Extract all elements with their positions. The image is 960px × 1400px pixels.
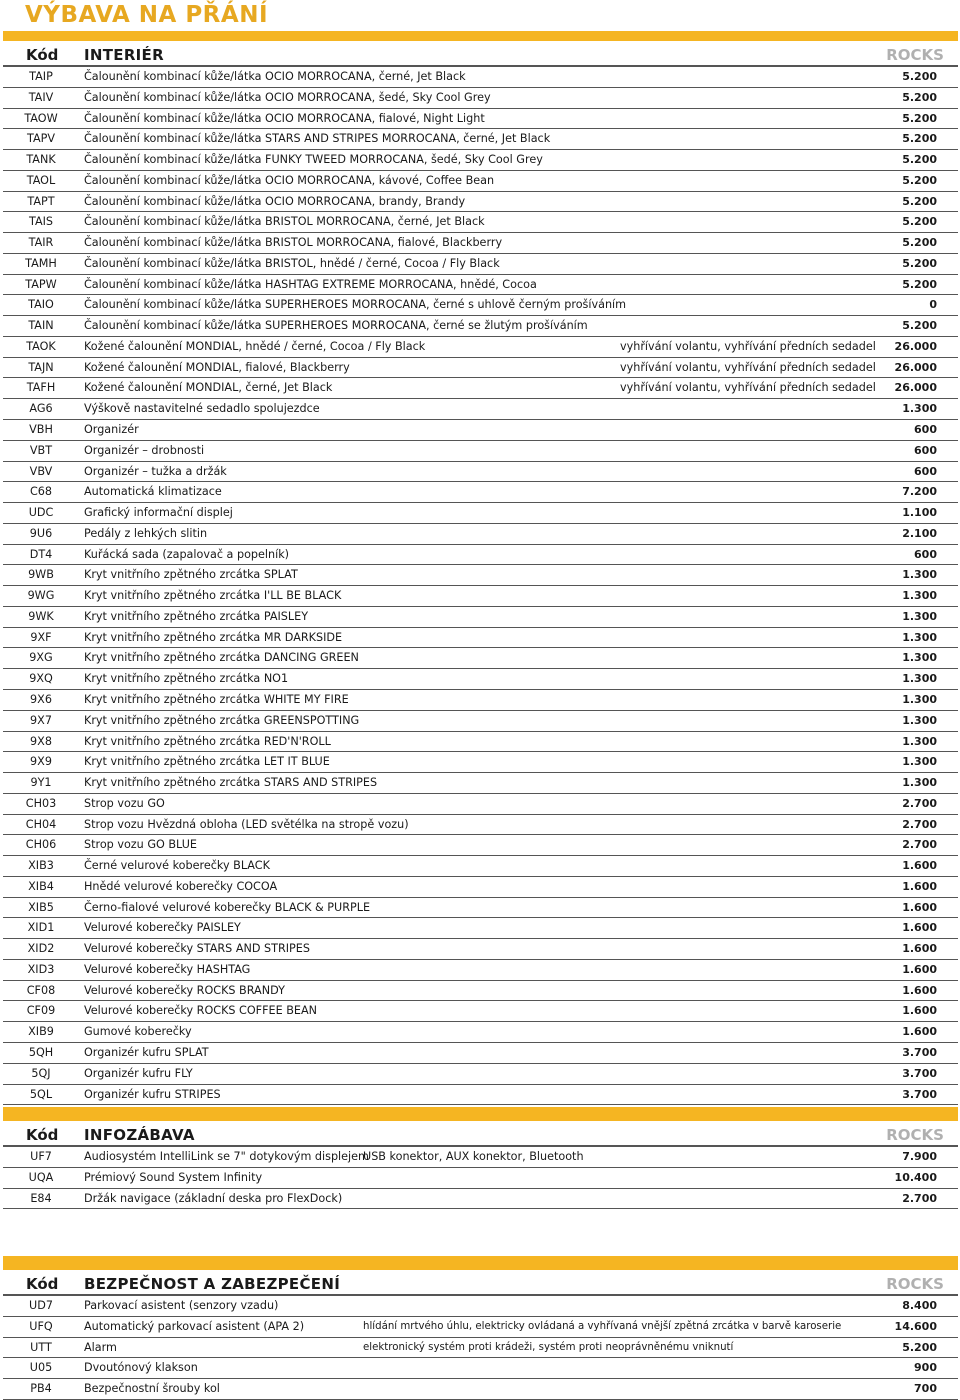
table-row xyxy=(3,420,958,441)
option-description: Kryt vnitřního zpětného zrcátka RED'N'ROLL xyxy=(84,734,331,748)
option-description: Čalounění kombinací kůže/látka BRISTOL MORROCANA, fialové, Blackberry xyxy=(84,236,503,250)
table-row xyxy=(3,607,958,628)
table-row xyxy=(3,503,958,524)
section-title: BEZPEČNOST A ZABEZPEČENÍ xyxy=(84,1275,341,1293)
option-description: Kryt vnitřního zpětného zrcátka WHITE MY FIRE xyxy=(84,692,349,706)
option-description: Dvoutónový klakson xyxy=(84,1361,198,1375)
option-description: Kryt vnitřního zpětného zrcátka I'LL BE BLACK xyxy=(84,589,342,603)
option-code: 9WK xyxy=(28,609,54,623)
code-column-header: Kód xyxy=(26,1275,59,1293)
option-code: PB4 xyxy=(30,1382,52,1396)
table-row xyxy=(3,1064,958,1085)
table-row xyxy=(3,1147,958,1168)
option-price: 1.600 xyxy=(902,1004,937,1018)
table-row xyxy=(3,586,958,607)
option-code: CH06 xyxy=(25,838,57,852)
option-code: XIB4 xyxy=(28,879,54,893)
table-row xyxy=(3,648,958,669)
option-description: Velurové koberečky PAISLEY xyxy=(84,921,241,935)
option-code: UDC xyxy=(28,506,54,520)
table-row xyxy=(3,233,958,254)
section-header xyxy=(3,41,958,67)
option-description: Gumové koberečky xyxy=(84,1025,192,1039)
table-row xyxy=(3,1358,958,1379)
option-description: Automatická klimatizace xyxy=(84,485,222,499)
option-price: 8.400 xyxy=(902,1299,937,1312)
option-note: vyhřívání volantu, vyhřívání předních sedadel xyxy=(620,360,876,374)
table-row xyxy=(3,358,958,379)
table-row xyxy=(3,1379,958,1400)
option-price: 5.200 xyxy=(902,70,937,83)
option-price: 2.100 xyxy=(902,526,937,540)
option-code: TAPT xyxy=(27,194,55,208)
table-row xyxy=(3,981,958,1002)
option-price: 7.200 xyxy=(902,485,937,499)
option-price: 900 xyxy=(914,1361,937,1375)
table-row xyxy=(3,815,958,836)
option-note: vyhřívání volantu, vyhřívání předních sedadel xyxy=(620,381,876,395)
table-row xyxy=(3,856,958,877)
option-price: 1.100 xyxy=(902,506,937,520)
option-price: 5.200 xyxy=(902,132,937,146)
option-price: 600 xyxy=(914,423,937,437)
option-code: XIB3 xyxy=(28,859,54,873)
option-code: XIB5 xyxy=(28,900,54,914)
option-code: UQA xyxy=(28,1170,54,1184)
table-row xyxy=(3,275,958,296)
option-price: 1.300 xyxy=(902,651,937,665)
option-price: 1.600 xyxy=(902,859,937,873)
option-code: 9XF xyxy=(30,630,52,644)
option-code: 9WB xyxy=(28,568,54,582)
table-row xyxy=(3,835,958,856)
price-column-header: ROCKS xyxy=(886,1126,944,1144)
table-row xyxy=(3,773,958,794)
option-code: CF09 xyxy=(26,1004,56,1018)
option-price: 26.000 xyxy=(894,360,937,374)
table-row xyxy=(3,192,958,213)
option-price: 1.300 xyxy=(902,713,937,727)
option-description: Kožené čalounění MONDIAL, černé, Jet Black xyxy=(84,381,333,395)
table-row xyxy=(3,877,958,898)
option-note: elektronický systém proti krádeži, systém proti neoprávněnému vniknutí xyxy=(363,1341,734,1353)
table-row xyxy=(3,462,958,483)
option-price: 5.200 xyxy=(902,256,937,270)
option-code: 9Y1 xyxy=(30,776,52,790)
page-title: VÝBAVA NA PŘÁNÍ xyxy=(25,2,269,28)
option-code: AG6 xyxy=(29,402,53,416)
option-description: Bezpečnostní šrouby kol xyxy=(84,1382,220,1396)
code-column-header: Kód xyxy=(26,1126,59,1144)
option-description: Čalounění kombinací kůže/látka STARS AND STRIPES MORROCANA, černé, Jet Black xyxy=(84,132,551,146)
option-description: Strop vozu GO xyxy=(84,796,165,810)
option-price: 2.700 xyxy=(902,796,937,810)
option-description: Držák navigace (základní deska pro FlexDock) xyxy=(84,1191,343,1205)
table-row xyxy=(3,88,958,109)
option-code: 9XQ xyxy=(29,672,53,686)
option-description: Černo-fialové velurové koberečky BLACK & PURPLE xyxy=(84,900,371,914)
option-price: 5.200 xyxy=(902,90,937,104)
option-description: Hnědé velurové koberečky COCOA xyxy=(84,879,278,893)
option-code: 9XG xyxy=(29,651,53,665)
option-description: Kryt vnitřního zpětného zrcátka GREENSPOTTING xyxy=(84,713,360,727)
option-note: vyhřívání volantu, vyhřívání předních sedadel xyxy=(620,339,876,353)
option-description: Organizér – drobnosti xyxy=(84,443,205,457)
option-price: 3.700 xyxy=(902,1087,937,1101)
option-code: TAMH xyxy=(25,256,57,270)
option-description: Kryt vnitřního zpětného zrcátka STARS AND STRIPES xyxy=(84,776,378,790)
table-row xyxy=(3,1001,958,1022)
option-description: Organizér xyxy=(84,423,139,437)
option-price: 5.200 xyxy=(902,319,937,333)
option-price: 2.700 xyxy=(902,838,937,852)
section-bar xyxy=(3,31,958,41)
option-description: Strop vozu Hvězdná obloha (LED světélka na stropě vozu) xyxy=(84,817,409,831)
option-code: 9X9 xyxy=(30,755,52,769)
option-price: 5.200 xyxy=(902,111,937,125)
option-description: Čalounění kombinací kůže/látka SUPERHEROES MORROCANA, černé s uhlově černým prošíváním xyxy=(84,298,627,312)
option-price: 26.000 xyxy=(894,339,937,353)
table-row xyxy=(3,732,958,753)
option-description: Kožené čalounění MONDIAL, fialové, Blackberry xyxy=(84,360,350,374)
option-description: Čalounění kombinací kůže/látka BRISTOL MORROCANA, černé, Jet Black xyxy=(84,215,485,229)
option-code: 9WG xyxy=(27,589,55,603)
table-row xyxy=(3,669,958,690)
option-price: 1.300 xyxy=(902,589,937,603)
option-price: 10.400 xyxy=(894,1170,937,1184)
price-column-header: ROCKS xyxy=(886,46,944,64)
section-infotainment xyxy=(3,1107,958,1209)
option-code: UTT xyxy=(30,1340,52,1354)
option-price: 1.600 xyxy=(902,983,937,997)
option-description: Výškově nastavitelné sedadlo spolujezdce xyxy=(84,402,320,416)
table-row xyxy=(3,316,958,337)
option-description: Automatický parkovací asistent (APA 2) xyxy=(84,1319,305,1333)
option-price: 1.300 xyxy=(902,734,937,748)
option-price: 1.300 xyxy=(902,609,937,623)
option-description: Organizér kufru SPLAT xyxy=(84,1045,209,1059)
table-row xyxy=(3,628,958,649)
table-row xyxy=(3,524,958,545)
section-bar xyxy=(3,1256,958,1270)
option-description: Parkovací asistent (senzory vzadu) xyxy=(84,1299,279,1312)
table-row xyxy=(3,1189,958,1210)
option-code: U05 xyxy=(29,1361,53,1375)
section-header xyxy=(3,1270,958,1296)
option-code: TAIS xyxy=(28,215,54,229)
table-row xyxy=(3,441,958,462)
option-price: 2.700 xyxy=(902,817,937,831)
option-description: Čalounění kombinací kůže/látka OCIO MORROCANA, černé, Jet Black xyxy=(84,70,466,83)
option-description: Organizér kufru STRIPES xyxy=(84,1087,221,1101)
table-row xyxy=(3,150,958,171)
option-description: Čalounění kombinací kůže/látka FUNKY TWEED MORROCANA, šedé, Sky Cool Grey xyxy=(84,153,543,167)
table-row xyxy=(3,1043,958,1064)
option-price: 5.200 xyxy=(902,153,937,167)
option-code: TAIO xyxy=(28,298,54,312)
table-row xyxy=(3,1085,958,1106)
option-price: 1.600 xyxy=(902,900,937,914)
option-price: 1.300 xyxy=(902,692,937,706)
section-bar xyxy=(3,1107,958,1121)
option-code: C68 xyxy=(29,485,53,499)
option-description: Čalounění kombinací kůže/látka OCIO MORROCANA, šedé, Sky Cool Grey xyxy=(84,90,491,104)
option-code: VBT xyxy=(29,443,53,457)
option-code: CF08 xyxy=(26,983,56,997)
option-price: 1.300 xyxy=(902,755,937,769)
option-code: XID2 xyxy=(27,942,55,956)
option-code: XID1 xyxy=(27,921,55,935)
option-description: Čalounění kombinací kůže/látka SUPERHEROES MORROCANA, černé se žlutým prošíváním xyxy=(84,319,588,333)
table-row xyxy=(3,752,958,773)
table-row xyxy=(3,898,958,919)
option-description: Kryt vnitřního zpětného zrcátka MR DARKSIDE xyxy=(84,630,343,644)
price-column-header: ROCKS xyxy=(886,1275,944,1293)
option-price: 1.600 xyxy=(902,962,937,976)
option-code: E84 xyxy=(30,1191,52,1205)
option-price: 1.300 xyxy=(902,672,937,686)
option-code: 9X6 xyxy=(30,692,52,706)
option-price: 600 xyxy=(914,547,937,561)
option-description: Organizér – tužka a držák xyxy=(84,464,227,478)
option-price: 600 xyxy=(914,464,937,478)
option-price: 1.600 xyxy=(902,879,937,893)
option-code: 9X8 xyxy=(30,734,52,748)
table-row xyxy=(3,254,958,275)
option-description: Čalounění kombinací kůže/látka BRISTOL, hnědé / černé, Cocoa / Fly Black xyxy=(84,256,500,270)
option-price: 700 xyxy=(914,1382,937,1396)
table-row xyxy=(3,1317,958,1338)
option-code: UFQ xyxy=(29,1319,53,1333)
option-code: TAIN xyxy=(28,319,54,333)
table-row xyxy=(3,1168,958,1189)
option-description: Kryt vnitřního zpětného zrcátka PAISLEY xyxy=(84,609,309,623)
option-price: 1.600 xyxy=(902,942,937,956)
option-code: XIB9 xyxy=(28,1025,54,1039)
option-note: USB konektor, AUX konektor, Bluetooth xyxy=(363,1150,584,1163)
table-row xyxy=(3,918,958,939)
option-price: 1.300 xyxy=(902,402,937,416)
table-row xyxy=(3,212,958,233)
option-price: 5.200 xyxy=(902,277,937,291)
option-description: Velurové koberečky ROCKS BRANDY xyxy=(84,983,285,997)
option-price: 1.600 xyxy=(902,921,937,935)
option-description: Čalounění kombinací kůže/látka OCIO MORROCANA, brandy, Brandy xyxy=(84,194,466,208)
option-code: VBV xyxy=(29,464,53,478)
option-price: 5.200 xyxy=(902,1340,937,1354)
option-description: Velurové koberečky STARS AND STRIPES xyxy=(84,942,310,956)
option-price: 14.600 xyxy=(894,1319,937,1333)
option-price: 5.200 xyxy=(902,215,937,229)
option-price: 1.300 xyxy=(902,568,937,582)
option-description: Kryt vnitřního zpětného zrcátka LET IT BLUE xyxy=(84,755,330,769)
option-code: 5QJ xyxy=(31,1066,51,1080)
table-row xyxy=(3,794,958,815)
option-note: hlídání mrtvého úhlu, elektricky ovládaná a vyhřívaná vnější zpětná zrcátka v barvě karoserie xyxy=(363,1320,842,1332)
option-description: Organizér kufru FLY xyxy=(84,1066,193,1080)
option-price: 5.200 xyxy=(902,173,937,187)
section-safety xyxy=(3,1256,958,1400)
section-title: INFOZÁBAVA xyxy=(84,1126,195,1144)
option-description: Čalounění kombinací kůže/látka HASHTAG EXTREME MORROCANA, hnědé, Cocoa xyxy=(84,277,537,291)
option-code: TAIV xyxy=(28,90,54,104)
table-row xyxy=(3,295,958,316)
table-row xyxy=(3,939,958,960)
option-description: Kryt vnitřního zpětného zrcátka DANCING GREEN xyxy=(84,651,359,665)
table-row xyxy=(3,690,958,711)
option-price: 1.300 xyxy=(902,630,937,644)
table-body xyxy=(3,67,958,1105)
option-code: TANK xyxy=(26,153,56,167)
option-code: TAOK xyxy=(26,339,56,353)
option-code: 5QL xyxy=(29,1087,53,1101)
section-interior xyxy=(3,31,958,1105)
option-price: 5.200 xyxy=(902,236,937,250)
option-code: CH04 xyxy=(25,817,57,831)
option-price: 0 xyxy=(929,298,937,312)
table-row xyxy=(3,109,958,130)
option-description: Audiosystém IntelliLink se 7" dotykovým displejem xyxy=(84,1150,369,1163)
table-body xyxy=(3,1147,958,1209)
option-description: Prémiový Sound System Infinity xyxy=(84,1170,263,1184)
option-price: 3.700 xyxy=(902,1066,937,1080)
option-price: 1.300 xyxy=(902,776,937,790)
code-column-header: Kód xyxy=(26,46,59,64)
option-code: TAIP xyxy=(29,70,53,83)
table-row xyxy=(3,1022,958,1043)
option-description: Černé velurové koberečky BLACK xyxy=(84,859,270,873)
option-description: Kryt vnitřního zpětného zrcátka NO1 xyxy=(84,672,289,686)
option-price: 3.700 xyxy=(902,1045,937,1059)
option-price: 600 xyxy=(914,443,937,457)
option-code: XID3 xyxy=(27,962,55,976)
table-row xyxy=(3,1338,958,1359)
option-description: Strop vozu GO BLUE xyxy=(84,838,197,852)
option-price: 5.200 xyxy=(902,194,937,208)
option-code: TAOL xyxy=(26,173,56,187)
table-row xyxy=(3,482,958,503)
option-description: Velurové koberečky ROCKS COFFEE BEAN xyxy=(84,1004,318,1018)
table-body xyxy=(3,1296,958,1400)
option-code: TAPW xyxy=(25,277,57,291)
option-code: TAIR xyxy=(28,236,54,250)
option-description: Alarm xyxy=(84,1340,117,1354)
table-row xyxy=(3,378,958,399)
option-code: TAPV xyxy=(26,132,56,146)
option-code: 9X7 xyxy=(30,713,52,727)
option-description: Čalounění kombinací kůže/látka OCIO MORROCANA, kávové, Coffee Bean xyxy=(84,173,495,187)
option-description: Čalounění kombinací kůže/látka OCIO MORROCANA, fialové, Night Light xyxy=(84,111,485,125)
table-row xyxy=(3,565,958,586)
option-code: TAJN xyxy=(28,360,54,374)
option-code: 9U6 xyxy=(29,526,53,540)
option-code: UD7 xyxy=(29,1299,53,1312)
section-title: INTERIÉR xyxy=(84,46,164,64)
table-row xyxy=(3,67,958,88)
table-row xyxy=(3,545,958,566)
section-header xyxy=(3,1121,958,1147)
option-price: 7.900 xyxy=(902,1150,937,1163)
option-price: 2.700 xyxy=(902,1191,937,1205)
option-code: DT4 xyxy=(29,547,53,561)
table-row xyxy=(3,337,958,358)
option-description: Pedály z lehkých slitin xyxy=(84,526,208,540)
table-row xyxy=(3,711,958,732)
table-row xyxy=(3,399,958,420)
option-code: TAOW xyxy=(24,111,58,125)
option-code: 5QH xyxy=(28,1045,54,1059)
table-row xyxy=(3,1296,958,1317)
option-code: CH03 xyxy=(25,796,57,810)
table-row xyxy=(3,960,958,981)
table-row xyxy=(3,129,958,150)
option-price: 26.000 xyxy=(894,381,937,395)
option-price: 1.600 xyxy=(902,1025,937,1039)
option-description: Kryt vnitřního zpětného zrcátka SPLAT xyxy=(84,568,298,582)
table-row xyxy=(3,171,958,192)
option-description: Velurové koberečky HASHTAG xyxy=(84,962,251,976)
option-code: UF7 xyxy=(30,1150,52,1163)
option-description: Kuřácká sada (zapalovač a popelník) xyxy=(84,547,290,561)
option-description: Grafický informační displej xyxy=(84,506,233,520)
option-code: VBH xyxy=(29,423,53,437)
option-description: Kožené čalounění MONDIAL, hnědé / černé, Cocoa / Fly Black xyxy=(84,339,426,353)
option-code: TAFH xyxy=(26,381,56,395)
